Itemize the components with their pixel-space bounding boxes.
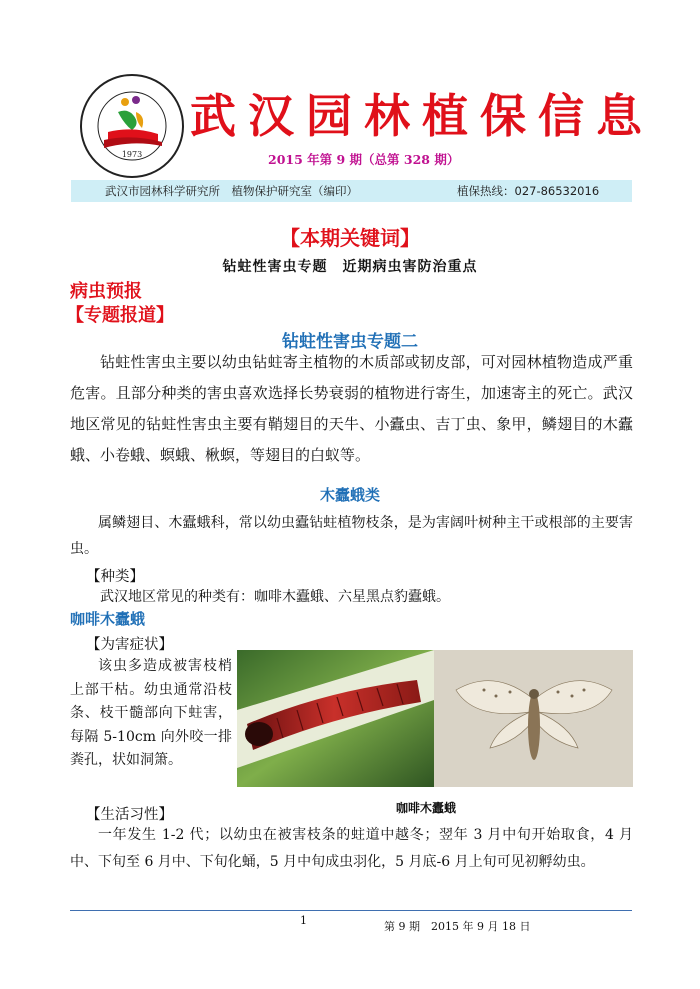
moth-image-icon [434,650,633,787]
logo-emblem-icon [78,72,186,180]
article-title: 钻蛀性害虫专题二 [282,332,418,352]
damage-label: 【为害症状】 [86,637,173,653]
moth-photo [434,650,633,787]
species-text: 武汉地区常见的种类有：咖啡木蠹蛾、六星黑点豹蠹蛾。 [100,589,450,605]
damage-text: 该虫多造成被害枝梢上部干枯。幼虫通常沿枝条、枝干髓部向下蛀害，每隔 5-10cm 向外咬一排粪孔，状如洞箫。 [70,658,232,768]
larva-photo [237,650,434,787]
footer-divider [70,910,632,911]
habit-label: 【生活习性】 [86,807,173,823]
publisher-org: 武汉市园林科学研究所 植物保护研究室（编印） [105,184,358,198]
species-heading: 咖啡木蠹蛾 [70,610,146,628]
footer-issue-date: 第 9 期 2015 年 9 月 18 日 [384,920,531,933]
larva-image-icon [237,650,434,787]
habit-text: 一年发生 1-2 代；以幼虫在被害枝条的蛀道中越冬；翌年 3 月中旬开始取食，4 月中、下旬至 6 月中、下旬化蛹，5 月中旬成虫羽化，5 月底-6 月上旬可见初孵幼虫。 [70,827,633,870]
section-forecast: 病虫预报 [70,281,142,302]
section-special-report: 【专题报道】 [66,305,174,326]
logo-year: 1973 [121,150,143,159]
family-title: 木蠹蛾类 [319,486,380,504]
keywords-heading: 【本期关键词】 [280,226,420,250]
species-label: 【种类】 [86,569,144,585]
newsletter-title: 武汉园林植保信息 [190,89,654,143]
page-number: 1 [300,914,307,927]
article-intro: 钻蛀性害虫主要以幼虫钻蛀寄主植物的木质部或韧皮部，可对园林植物造成严重危害。且部分种类的害虫喜欢选择长势衰弱的植物进行寄生，加速寄主的死亡。武汉地区常见的钻蛀性害虫主要有鞘翅目的天牛、小蠹虫、吉丁虫、象甲，鳞翅目的木蠹蛾、小卷蛾、螟蛾、楸螟，等翅目的白蚁等。 [70,353,633,464]
hotline: 植保热线：027-86532016 [457,184,600,198]
issue-number: 2015 年第 9 期（总第 328 期） [268,152,460,167]
institute-logo [78,72,186,180]
family-description: 属鳞翅目、木蠹蛾科，常以幼虫蠹钻蛀植物枝条，是为害阔叶树种主干或根部的主要害虫。 [70,515,633,557]
publisher-banner [71,180,632,202]
keywords-list: 钻蛀性害虫专题 近期病虫害防治重点 [222,259,478,275]
photo-caption: 咖啡木蠹蛾 [396,801,457,815]
